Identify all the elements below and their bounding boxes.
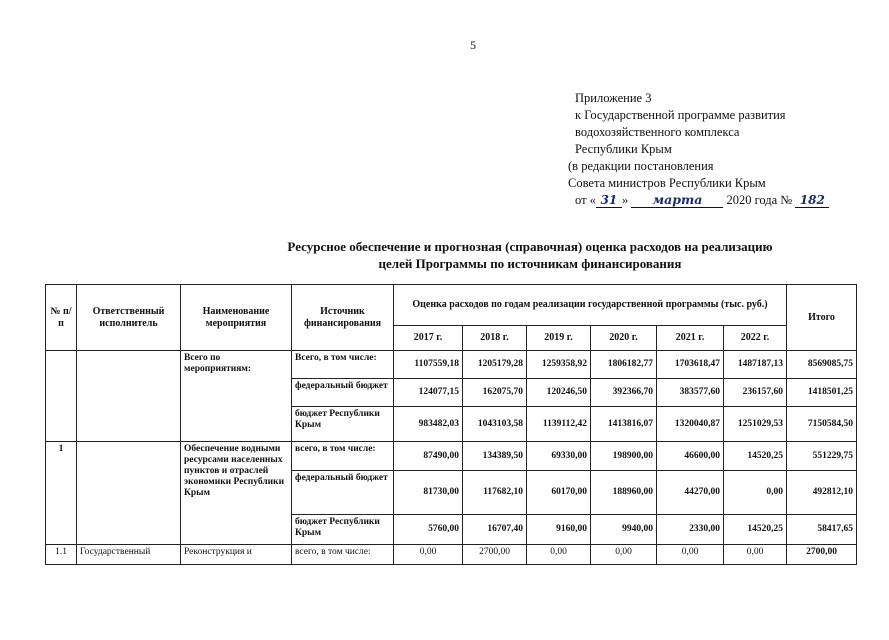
- cell-value: 1806182,77: [591, 351, 657, 379]
- cell-executor: [77, 442, 181, 545]
- cell-value: 9940,00: [591, 515, 657, 545]
- cell-value: 1413816,07: [591, 407, 657, 442]
- cell-measure: Всего по мероприятиям:: [181, 351, 292, 442]
- cell-value: 14520,25: [724, 515, 787, 545]
- appendix-date-line: [568, 192, 868, 209]
- cell-source: всего, в том числе:: [292, 545, 394, 565]
- cell-value: 60170,00: [527, 471, 591, 515]
- header-year: 2018 г.: [463, 326, 527, 351]
- header-measure: Наименование мероприятия: [181, 285, 292, 351]
- appendix-line: (в редакции постановления: [568, 159, 714, 173]
- appendix-line: Приложение 3: [575, 91, 652, 105]
- cell-num: 1.1: [46, 545, 77, 565]
- cell-value: 1107559,18: [394, 351, 463, 379]
- cell-value: 0,00: [394, 545, 463, 565]
- cell-value: 0,00: [591, 545, 657, 565]
- cell-value: 0,00: [527, 545, 591, 565]
- date-prefix: от «: [575, 193, 596, 207]
- cell-value: 1043103,58: [463, 407, 527, 442]
- cell-value: 120246,50: [527, 379, 591, 407]
- handwritten-number: 182: [795, 193, 829, 208]
- document-title: [240, 238, 820, 272]
- cell-value: 162075,70: [463, 379, 527, 407]
- cell-source: всего, в том числе:: [292, 442, 394, 471]
- cell-value: 1487187,13: [724, 351, 787, 379]
- cell-total: 551229,75: [787, 442, 857, 471]
- cell-value: 188960,00: [591, 471, 657, 515]
- cell-value: 198900,00: [591, 442, 657, 471]
- cell-source: федеральный бюджет: [292, 471, 394, 515]
- cell-value: 383577,60: [657, 379, 724, 407]
- cell-measure: Реконструкция и: [181, 545, 292, 565]
- budget-table: [45, 284, 857, 565]
- cell-value: 1703618,47: [657, 351, 724, 379]
- header-year: 2022 г.: [724, 326, 787, 351]
- cell-value: 124077,15: [394, 379, 463, 407]
- cell-value: 0,00: [724, 545, 787, 565]
- header-num: № п/п: [46, 285, 77, 351]
- header-year: 2021 г.: [657, 326, 724, 351]
- table-row: [46, 351, 857, 379]
- appendix-line: Республики Крым: [575, 142, 672, 156]
- cell-value: 5760,00: [394, 515, 463, 545]
- cell-value: 0,00: [657, 545, 724, 565]
- cell-value: 46600,00: [657, 442, 724, 471]
- cell-value: 2330,00: [657, 515, 724, 545]
- cell-total: 492812,10: [787, 471, 857, 515]
- cell-value: 2700,00: [463, 545, 527, 565]
- handwritten-day: 31: [596, 193, 622, 208]
- cell-num: 1: [46, 442, 77, 545]
- cell-value: 1205179,28: [463, 351, 527, 379]
- header-year: 2020 г.: [591, 326, 657, 351]
- cell-value: 134389,50: [463, 442, 527, 471]
- cell-value: 9160,00: [527, 515, 591, 545]
- cell-source: Всего, в том числе:: [292, 351, 394, 379]
- cell-value: 87490,00: [394, 442, 463, 471]
- header-year: 2017 г.: [394, 326, 463, 351]
- cell-total: 7150584,50: [787, 407, 857, 442]
- appendix-line: водохозяйственного комплекса: [575, 125, 740, 139]
- cell-value: 1320040,87: [657, 407, 724, 442]
- cell-num: [46, 351, 77, 442]
- cell-value: 392366,70: [591, 379, 657, 407]
- cell-value: 1251029,53: [724, 407, 787, 442]
- title-line-2: целей Программы по источникам финансирования: [378, 256, 682, 271]
- appendix-block: [568, 90, 868, 209]
- cell-value: 81730,00: [394, 471, 463, 515]
- cell-value: 69330,00: [527, 442, 591, 471]
- cell-value: 1259358,92: [527, 351, 591, 379]
- cell-value: 1139112,42: [527, 407, 591, 442]
- cell-executor: [77, 351, 181, 442]
- cell-total: 8569085,75: [787, 351, 857, 379]
- page-number: 5: [470, 38, 476, 52]
- table-row: [46, 545, 857, 565]
- cell-value: 983482,03: [394, 407, 463, 442]
- header-executor: Ответственный исполнитель: [77, 285, 181, 351]
- cell-total: 2700,00: [787, 545, 857, 565]
- cell-value: 117682,10: [463, 471, 527, 515]
- cell-value: 236157,60: [724, 379, 787, 407]
- date-year: 2020 года №: [726, 193, 793, 207]
- header-estimate: Оценка расходов по годам реализации государственной программы (тыс. руб.): [394, 285, 787, 326]
- cell-measure: Обеспечение водными ресурсами населенных пунктов и отраслей экономики Республики Крым: [181, 442, 292, 545]
- cell-source: федеральный бюджет: [292, 379, 394, 407]
- cell-source: бюджет Республики Крым: [292, 407, 394, 442]
- header-year: 2019 г.: [527, 326, 591, 351]
- cell-value: 14520,25: [724, 442, 787, 471]
- cell-value: 0,00: [724, 471, 787, 515]
- header-total: Итого: [787, 285, 857, 351]
- header-source: Источник финансирования: [292, 285, 394, 351]
- cell-value: 44270,00: [657, 471, 724, 515]
- cell-value: 16707,40: [463, 515, 527, 545]
- table-row: [46, 442, 857, 471]
- appendix-line: к Государственной программе развития: [575, 108, 786, 122]
- cell-executor: Государственный: [77, 545, 181, 565]
- handwritten-month: марта: [631, 193, 723, 208]
- date-mid: »: [621, 193, 629, 207]
- cell-total: 58417,65: [787, 515, 857, 545]
- title-line-1: Ресурсное обеспечение и прогнозная (справочная) оценка расходов на реализацию: [287, 239, 773, 254]
- appendix-line: Совета министров Республики Крым: [568, 176, 766, 190]
- cell-total: 1418501,25: [787, 379, 857, 407]
- cell-source: бюджет Республики Крым: [292, 515, 394, 545]
